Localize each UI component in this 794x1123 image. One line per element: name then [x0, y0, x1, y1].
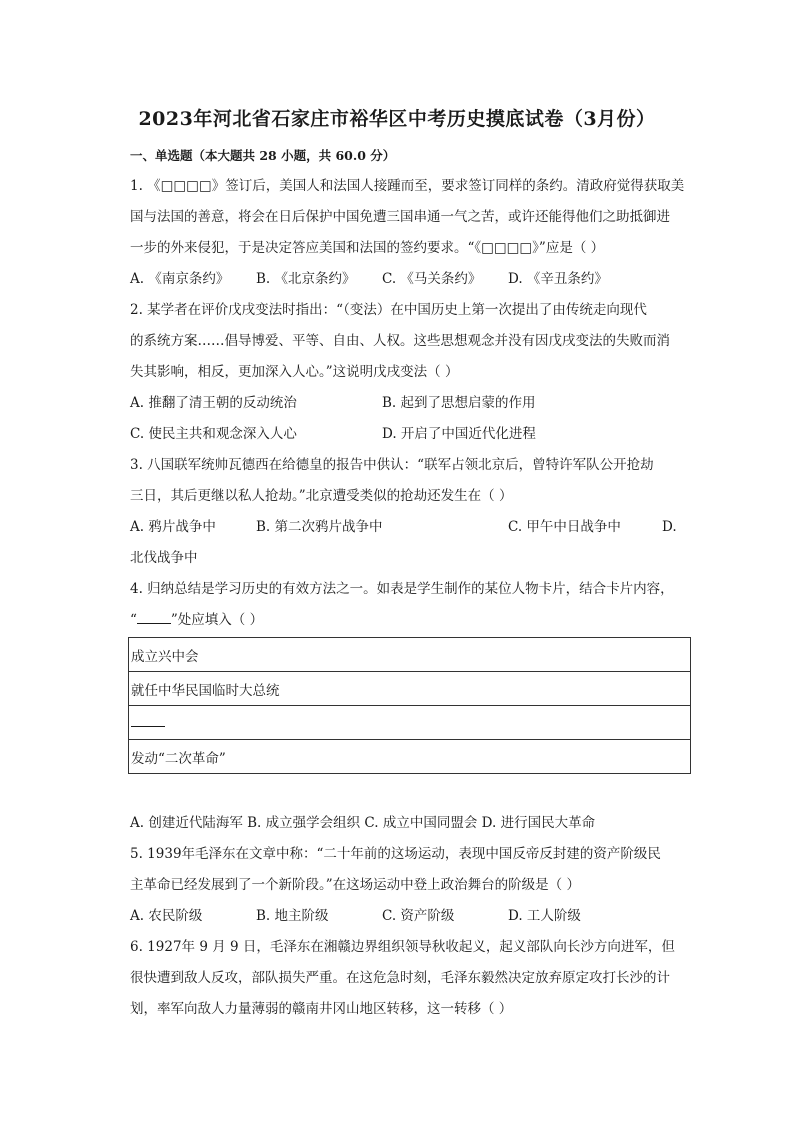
person-card-table [128, 637, 691, 774]
q3-line-1: 3. 八国联军统帅瓦德西在给德皇的报告中供认：“联军占领北京后，曾特许军队公开抢劫 [130, 457, 654, 473]
q4-open-quote: “ [130, 612, 137, 628]
table-row [129, 706, 691, 740]
q5-option-d[interactable]: D. 工人阶级 [508, 908, 581, 924]
q3-option-c[interactable]: C. 甲午中日战争中 [508, 519, 621, 535]
q3-line-2: 三日，其后更继以私人抢劫。”北京遭受类似的抢劫还发生在（ ） [130, 488, 513, 504]
q1-option-a[interactable]: A. 《南京条约》 [130, 271, 230, 287]
q3-option-d-text[interactable]: 北伐战争中 [130, 550, 198, 566]
q2-option-b[interactable]: B. 起到了思想启蒙的作用 [382, 395, 536, 411]
table-row [129, 672, 691, 706]
q1-line-2: 国与法国的善意，将会在日后保护中国免遭三国串通一气之苦，或许还能得他们之助抵御进 [130, 209, 670, 225]
table-row [129, 638, 691, 672]
table-row [129, 740, 691, 774]
q1-option-c[interactable]: C. 《马关条约》 [382, 271, 482, 287]
q1-option-d[interactable]: D. 《辛丑条约》 [508, 271, 608, 287]
q1-option-b[interactable]: B. 《北京条约》 [256, 271, 356, 287]
q4-line-1: 4. 归纳总结是学习历史的有效方法之一。如表是学生制作的某位人物卡片，结合卡片内容， [130, 581, 674, 597]
q5-option-a[interactable]: A. 农民阶级 [130, 908, 203, 924]
q4-line-2 [130, 610, 263, 630]
q1-line-1: 1. 《□□□□》签订后，美国人和法国人接踵而至，要求签订同样的条约。清政府觉得获取美 [130, 178, 685, 194]
q2-option-a[interactable]: A. 推翻了清王朝的反动统治 [130, 395, 297, 411]
q5-option-c[interactable]: C. 资产阶级 [382, 908, 455, 924]
table-cell: 发动“二次革命” [129, 740, 691, 774]
q4-options[interactable]: A. 创建近代陆海军 B. 成立强学会组织 C. 成立中国同盟会 D. 进行国民大革命 [130, 815, 596, 831]
q2-option-d[interactable]: D. 开启了中国近代化进程 [382, 426, 536, 442]
q4-answer-blank [137, 611, 171, 624]
q5-option-b[interactable]: B. 地主阶级 [256, 908, 329, 924]
q1-line-3: 一步的外来侵犯，于是决定答应美国和法国的签约要求。“《□□□□》”应是（ ） [130, 240, 605, 256]
q6-line-3: 划，率军向敌人力量薄弱的赣南井冈山地区转移，这一转移（ ） [130, 1001, 513, 1017]
table-cell: 就任中华民国临时大总统 [129, 672, 691, 706]
table-cell: 成立兴中会 [129, 638, 691, 672]
q2-line-2: 的系统方案……倡导博爱、平等、自由、人权。这些思想观念并没有因戊戌变法的失败而消 [130, 333, 670, 349]
q3-option-d[interactable]: D. [662, 519, 677, 535]
q6-line-1: 6. 1927年 9 月 9 日，毛泽东在湘赣边界组织领导秋收起义，起义部队向长沙方向进军，但 [130, 939, 675, 955]
q2-option-c[interactable]: C. 使民主共和观念深入人心 [130, 426, 297, 442]
table-cell-blank [129, 706, 691, 740]
q2-line-1: 2. 某学者在评价戊戌变法时指出：“（变法）在中国历史上第一次提出了由传统走向现代 [130, 302, 647, 318]
section-header: 一、单选题（本大题共 28 小题，共 60.0 分） [130, 148, 396, 163]
q5-line-1: 5. 1939年毛泽东在文章中称：“二十年前的这场运动，表现中国反帝反封建的资产阶级民 [130, 846, 661, 862]
q5-line-2: 主革命已经发展到了一个新阶段。”在这场运动中登上政治舞台的阶级是（ ） [130, 877, 580, 893]
q2-line-3: 失其影响，相反，更加深入人心。”这说明戊戌变法（ ） [130, 364, 459, 380]
page-title: 2023年河北省石家庄市裕华区中考历史摸底试卷（3月份） [138, 108, 656, 130]
q4-line-2-suffix: ”处应填入（ ） [170, 612, 264, 628]
table-blank-line [131, 714, 165, 727]
q3-option-a[interactable]: A. 鸦片战争中 [130, 519, 216, 535]
q6-line-2: 很快遭到敌人反攻，部队损失严重。在这危急时刻，毛泽东毅然决定放弃原定攻打长沙的计 [130, 970, 670, 986]
q3-option-b[interactable]: B. 第二次鸦片战争中 [256, 519, 383, 535]
